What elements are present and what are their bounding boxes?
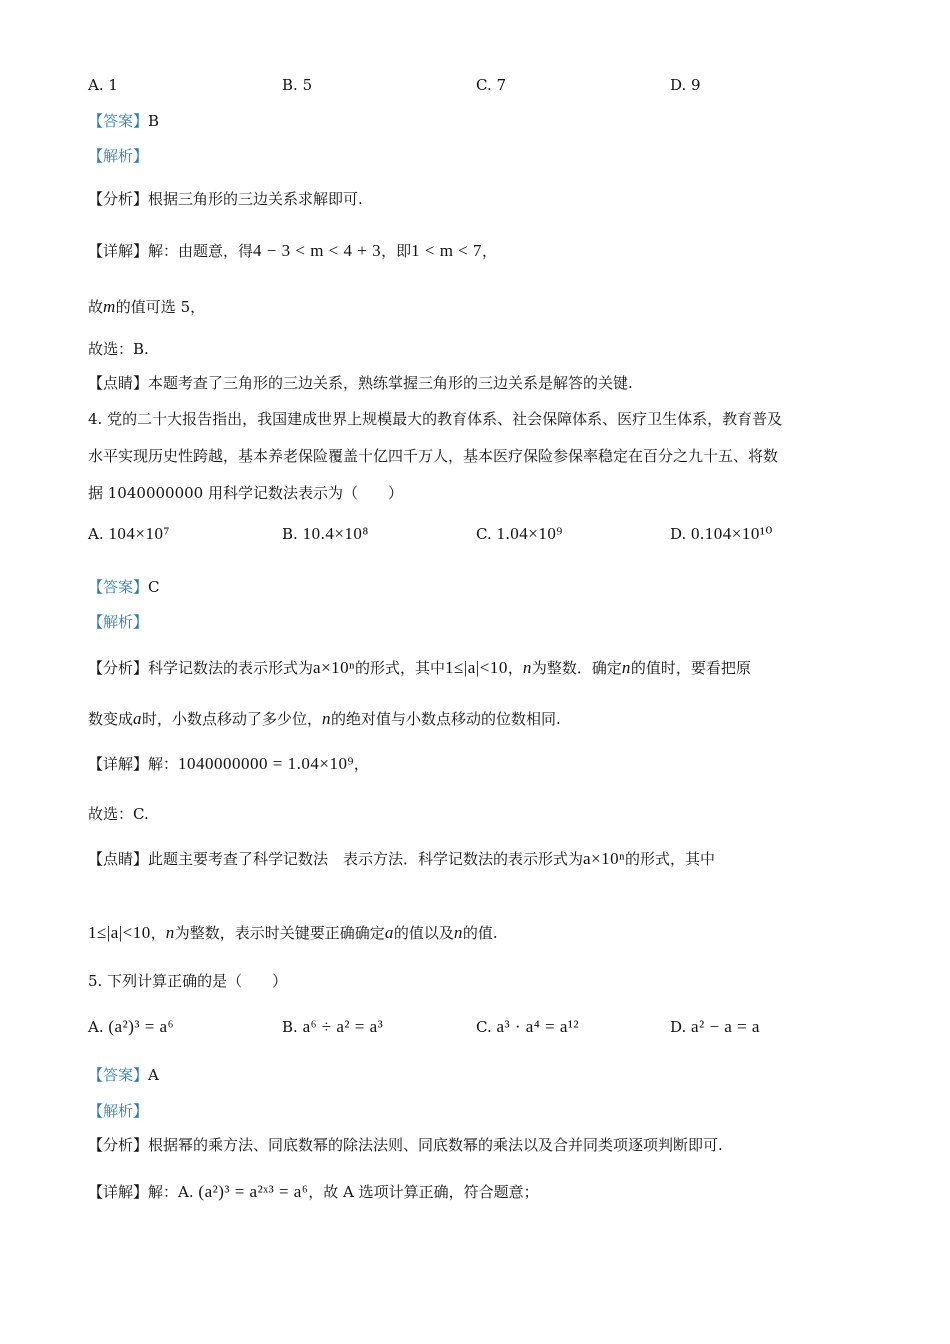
q3-answer: 【答案】B — [88, 112, 160, 130]
q4-option-c: C. 1.04×10⁹ — [476, 524, 563, 543]
q4-answer: 【答案】C — [88, 578, 160, 596]
q3-fenxi: 【分析】根据三角形的三边关系求解即可. — [88, 190, 363, 208]
q3-jiexi: 【解析】 — [88, 147, 149, 165]
q4-option-d: D. 0.104×10¹⁰ — [670, 524, 773, 543]
q4-stem-2: 水平实现历史性跨越，基本养老保险覆盖十亿四千万人，基本医疗保险参保率稳定在百分之九十五、将数 — [88, 447, 779, 465]
q5-option-b: B. a⁶ ÷ a² = a³ — [282, 1017, 384, 1036]
q3-option-a: A. 1 — [88, 76, 118, 94]
q5-option-d: D. a² − a = a — [670, 1017, 760, 1036]
q4-fenxi-1: 【分析】科学记数法的表示形式为a×10ⁿ的形式，其中1≤|a|<10，n为整数．确定n的值时，要看把原 — [88, 658, 751, 677]
q4-option-a: A. 104×10⁷ — [88, 524, 170, 543]
q5-fenxi: 【分析】根据幂的乘方法、同底数幂的除法法则、同底数幂的乘法以及合并同类项逐项判断即可. — [88, 1136, 723, 1154]
q5-xiangjie: 【详解】解：A. (a²)³ = a²ˣ³ = a⁶，故 A 选项计算正确，符合题意； — [88, 1182, 539, 1201]
q4-fenxi-2: 数变成a时，小数点移动了多少位，n的绝对值与小数点移动的位数相同. — [88, 709, 561, 728]
q4-option-b: B. 10.4×10⁸ — [282, 524, 369, 543]
q3-option-b: B. 5 — [282, 76, 313, 94]
q4-stem-1: 4. 党的二十大报告指出，我国建成世界上规模最大的教育体系、社会保障体系、医疗卫生体系，教育普及 — [88, 410, 783, 428]
q4-dianjing-1: 【点睛】此题主要考查了科学记数法 表示方法．科学记数法的表示形式为a×10ⁿ的形式，其中 — [88, 849, 716, 868]
q4-stem-3: 据 1040000000 用科学记数法表示为（ ） — [88, 484, 403, 502]
q3-option-d: D. 9 — [670, 76, 701, 94]
q4-jiexi: 【解析】 — [88, 613, 149, 631]
q3-option-c: C. 7 — [476, 76, 507, 94]
q3-xiangjie: 【详解】解：由题意，得4 − 3 < m < 4 + 3，即1 < m < 7， — [88, 241, 498, 260]
q3-xiangjie-2: 故m的值可选 5， — [88, 297, 206, 316]
q5-stem: 5. 下列计算正确的是（ ） — [88, 972, 288, 990]
q4-dianjing-2: 1≤|a|<10，n为整数，表示时关键要正确确定a的值以及n的值. — [88, 923, 498, 942]
q5-option-a: A. (a²)³ = a⁶ — [88, 1017, 175, 1036]
q3-choose: 故选：B. — [88, 340, 149, 358]
q5-option-c: C. a³ · a⁴ = a¹² — [476, 1017, 580, 1036]
q3-dianjing: 【点睛】本题考查了三角形的三边关系，熟练掌握三角形的三边关系是解答的关键. — [88, 374, 633, 392]
q5-jiexi: 【解析】 — [88, 1102, 149, 1120]
q4-xiangjie: 【详解】解：1040000000 = 1.04×10⁹， — [88, 754, 369, 773]
q5-answer: 【答案】A — [88, 1066, 159, 1084]
q4-choose: 故选：C. — [88, 805, 149, 823]
